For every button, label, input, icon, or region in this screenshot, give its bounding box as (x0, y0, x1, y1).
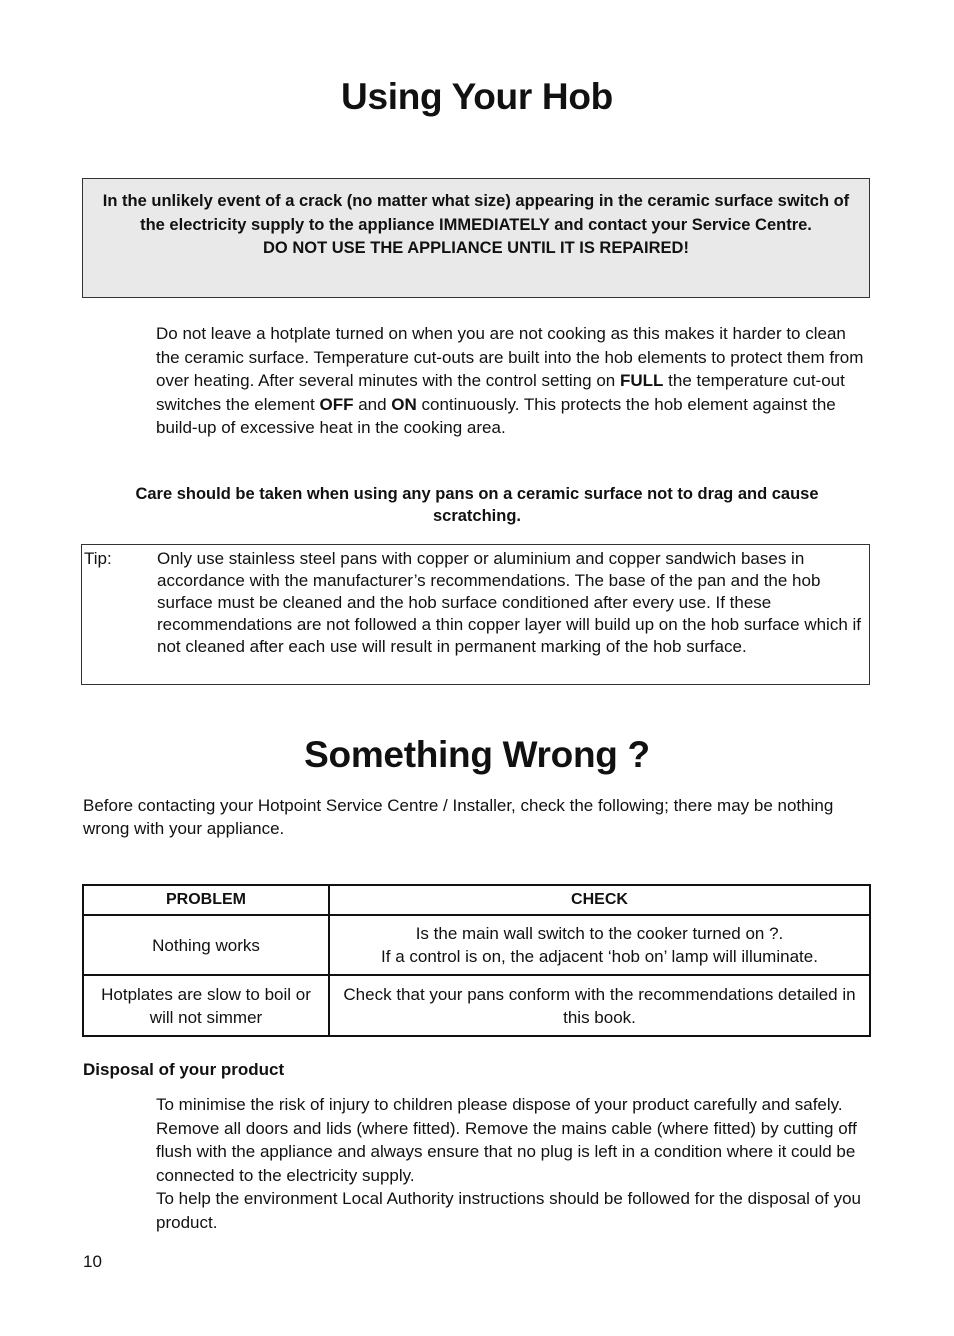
disposal-text-2: To help the environment Local Authority instructions should be followed for the disposal of you product. (156, 1189, 861, 1232)
check-cell (329, 975, 870, 1036)
tip-box (81, 544, 870, 685)
disposal-heading: Disposal of your product (83, 1060, 285, 1079)
table-row (83, 975, 870, 1036)
on-state: ON (391, 394, 417, 414)
tip-label: Tip: (84, 549, 112, 568)
section-title: Something Wrong ? (304, 734, 650, 775)
disposal-paragraph (156, 1093, 870, 1234)
warning-text: In the unlikely event of a crack (no matter what size) appearing in the ceramic surface switch of the electricity supply to the appliance IMMEDIATELY and contact your Service Centre. (102, 192, 850, 234)
off-state: OFF (319, 394, 354, 414)
disposal-text-1: To minimise the risk of injury to children please dispose of your product carefully and safely. Remove all doors and lids (where fitted). Remove the mains cable (where fitted) by cutting off flush with the appliance and always ensure that no plug is left in a condition where it could be connected to the electricity supply. (156, 1095, 857, 1185)
problem-header: PROBLEM (83, 885, 329, 915)
tip-text: Only use stainless steel pans with copper or aluminium and copper sandwich bases in accordance with the manufacturer’s recommendations. The base of the pan and the hob surface must be cleaned and the hob surface conditioned after every use. If these recommendations are not followed a thin copper layer will build up on the hob surface which if not cleaned after each use will result in permanent marking of the hob surface. (157, 549, 862, 656)
hotplate-text-4: continuously. This protects the hob element against the build-up of excessive heat in the cooking area. (156, 394, 836, 437)
check-header: CHECK (329, 885, 870, 915)
check-line: Check that your pans conform with the recommendations detailed in this book. (343, 984, 856, 1027)
full-setting: FULL (619, 371, 664, 390)
problem-cell: Hotplates are slow to boil or will not simmer (83, 975, 329, 1036)
check-cell (329, 915, 870, 976)
page-title: Using Your Hob (341, 76, 613, 117)
warning-repair-text: DO NOT USE THE APPLIANCE UNTIL IT IS REPAIRED! (263, 239, 689, 257)
troubleshooting-table (82, 884, 871, 1037)
crack-warning-box (82, 178, 870, 298)
hotplate-paragraph (156, 322, 868, 440)
check-line: Is the main wall switch to the cooker turned on ?. (415, 924, 784, 944)
table-header-row (83, 885, 870, 915)
care-note: Care should be taken when using any pans on a ceramic surface not to drag and cause scratching. (135, 485, 819, 525)
hotplate-text-3: and (353, 394, 392, 414)
table-row (83, 915, 870, 976)
intro-paragraph: Before contacting your Hotpoint Service Centre / Installer, check the following; there may be nothing wrong with your appliance. (83, 796, 834, 838)
problem-cell: Nothing works (83, 915, 329, 976)
page-number: 10 (83, 1252, 102, 1271)
check-line: If a control is on, the adjacent ‘hob on’ lamp will illuminate. (381, 947, 818, 967)
hotplate-text-1: Do not leave a hotplate turned on when you are not cooking as this makes it harder to clean the ceramic surface. Temperature cut-outs are built into the hob elements to protect them from over heating. After several minutes with the control setting on (156, 324, 864, 390)
hotplate-text-2: the temperature cut-out switches the element (156, 371, 845, 414)
